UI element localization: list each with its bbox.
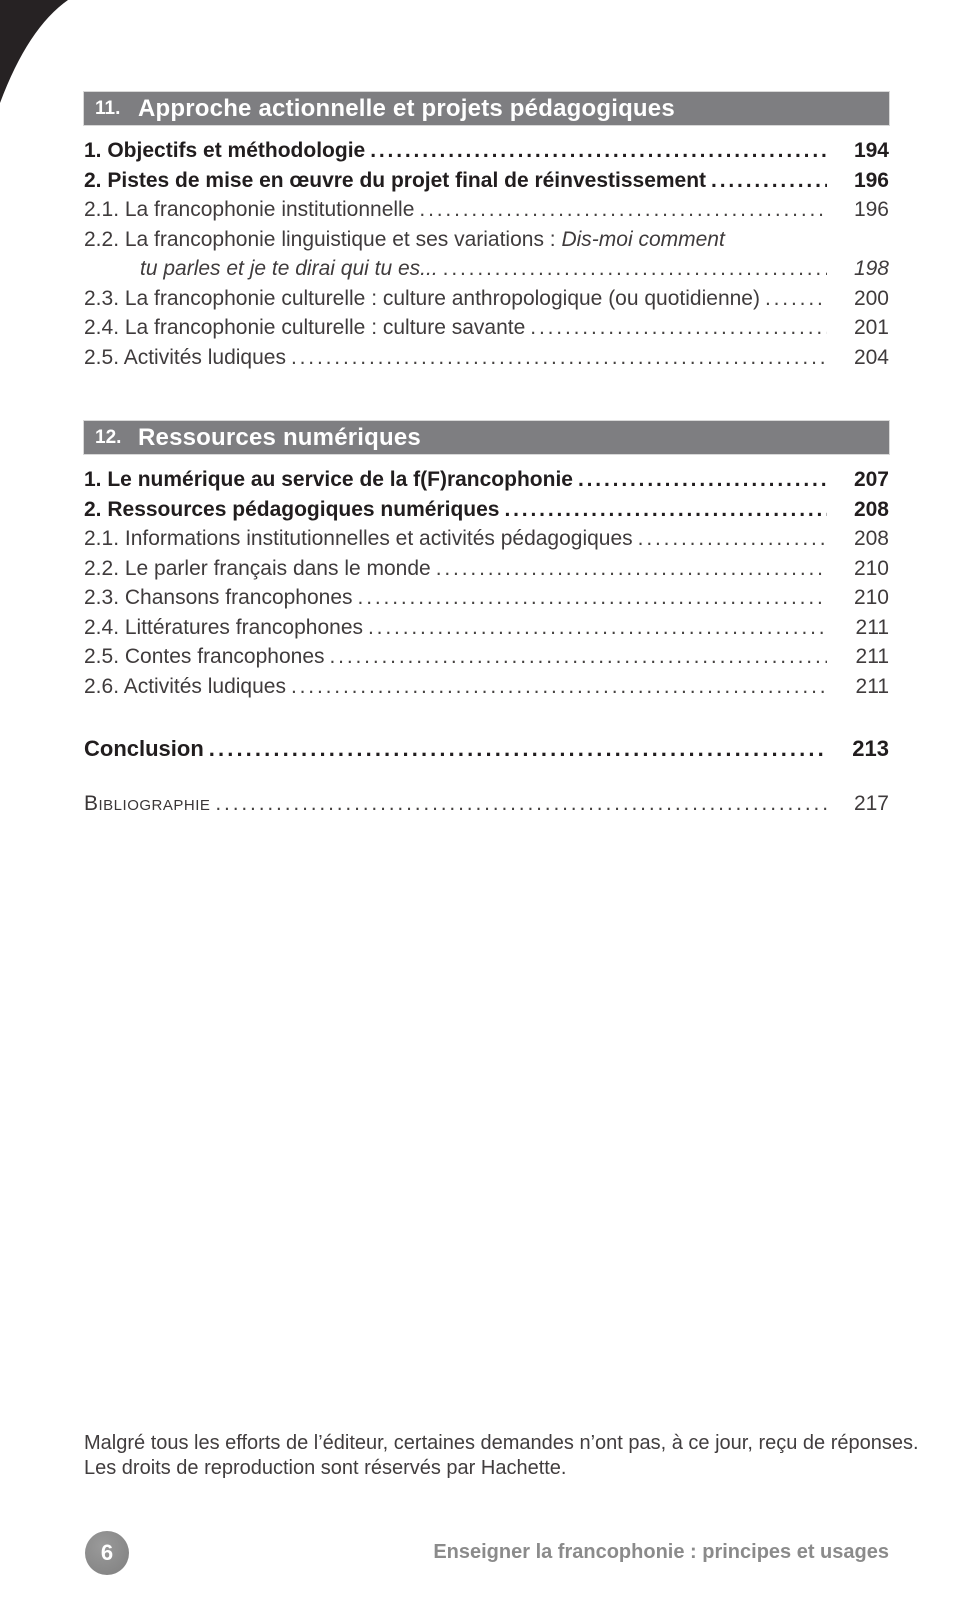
editor-note-line2: Les droits de reproduction sont réservés par Hachette. (84, 1456, 567, 1479)
toc-entry-page: 208 (853, 527, 889, 550)
dotted-leader (291, 343, 827, 373)
toc-entry-label-italic: Dis-moi comment (561, 227, 725, 251)
toc-entry-label-italic: tu parles et je te dirai qui tu es... (140, 257, 438, 280)
bibliography-label: Bibliographie (84, 792, 211, 815)
toc-row (84, 166, 889, 196)
conclusion-label: Conclusion (84, 736, 204, 761)
toc-row (84, 343, 889, 373)
toc-entry-page: 211 (855, 645, 889, 668)
toc-row (84, 583, 889, 613)
toc-entry-page: 200 (853, 286, 889, 310)
dotted-leader (368, 613, 827, 643)
editor-note (84, 1431, 944, 1480)
conclusion-row (84, 734, 889, 764)
toc-list-11 (84, 136, 889, 372)
toc-entry-label: 2.3. Chansons francophones (84, 586, 353, 609)
toc-entry-label: 2.2. Le parler français dans le monde (84, 556, 431, 580)
toc-entry-page: 198 (853, 257, 889, 280)
toc-row (84, 313, 889, 343)
dotted-leader (419, 195, 827, 225)
toc-row (84, 672, 889, 702)
toc-entry-label: 2. Pistes de mise en œuvre du projet final de réinvestissement (84, 168, 707, 192)
page-number-badge: 6 (85, 1531, 129, 1575)
dotted-leader (291, 672, 827, 702)
toc-row (84, 642, 889, 672)
toc-entry-page: 210 (853, 586, 889, 609)
toc-row (84, 524, 889, 554)
dotted-leader (370, 136, 827, 166)
dotted-leader (443, 254, 827, 284)
toc-entry-label: 2.1. Informations institutionnelles et activités pédagogiques (84, 527, 633, 550)
section-number: 11. (95, 97, 121, 119)
toc-entry-page: 207 (853, 468, 889, 491)
toc-entry-label: 2.1. La francophonie institutionnelle (84, 198, 415, 221)
section-header-12 (84, 421, 889, 454)
section-number: 12. (95, 426, 122, 448)
toc-row (84, 613, 889, 643)
toc-entry-label: 1. Objectifs et méthodologie (84, 139, 366, 162)
dotted-leader (358, 583, 827, 613)
toc-entry-label: 2.5. Activités ludiques (84, 345, 286, 369)
toc-entry-page: 196 (853, 198, 889, 221)
dotted-leader (504, 495, 827, 525)
conclusion-page: 213 (852, 736, 889, 761)
section-header-11 (84, 92, 889, 125)
toc-entry-label: 2.5. Contes francophones (84, 645, 325, 668)
toc-entry-page: 194 (853, 139, 889, 162)
toc-entry-label: 2.4. La francophonie culturelle : culture savante (84, 316, 526, 339)
dotted-leader (578, 465, 827, 495)
toc-entry-page: 211 (855, 674, 889, 698)
toc-row (84, 554, 889, 584)
section-title: Approche actionnelle et projets pédagogiques (138, 94, 675, 122)
toc-list-12 (84, 465, 889, 701)
editor-note-line1: Malgré tous les efforts de l’éditeur, certaines demandes n’ont pas, à ce jour, reçu de réponses. (84, 1432, 919, 1454)
dotted-leader (530, 313, 827, 343)
toc-row (84, 465, 889, 495)
toc-entry-page: 204 (853, 345, 889, 369)
toc-entry-label: 1. Le numérique au service de la f(F)rancophonie (84, 468, 573, 491)
toc-entry-label: 2.2. La francophonie linguistique et ses variations : Dis-moi comment (84, 227, 725, 251)
dotted-leader (330, 642, 828, 672)
dotted-leader (436, 554, 827, 584)
running-footer-title: Enseigner la francophonie : principes et usages (433, 1541, 889, 1563)
dotted-leader (711, 166, 827, 196)
toc-entry-page: 211 (855, 615, 889, 639)
bibliography-row (84, 789, 889, 819)
toc-entry-page: 201 (853, 316, 889, 339)
bibliography-page: 217 (853, 792, 889, 815)
dotted-leader (638, 524, 827, 554)
toc-row (84, 225, 889, 255)
toc-entry-label: 2.6. Activités ludiques (84, 674, 286, 698)
toc-entry-label: 2. Ressources pédagogiques numériques (84, 497, 500, 521)
toc-entry-page: 196 (853, 168, 889, 192)
toc-row (84, 136, 889, 166)
dotted-leader (209, 734, 827, 764)
toc-row (84, 284, 889, 314)
toc-row (84, 195, 889, 225)
dotted-leader (215, 789, 827, 819)
dotted-leader (765, 284, 827, 314)
toc-entry-page: 208 (853, 497, 889, 521)
page-corner-decoration (0, 0, 70, 106)
toc-row (84, 495, 889, 525)
toc-entry-page: 210 (853, 556, 889, 580)
toc-content (84, 0, 889, 819)
section-title: Ressources numériques (138, 423, 421, 451)
toc-entry-label: 2.3. La francophonie culturelle : culture anthropologique (ou quotidienne) (84, 286, 760, 310)
toc-entry-label: 2.4. Littératures francophones (84, 615, 364, 639)
toc-entry-label (84, 254, 438, 284)
toc-row (84, 254, 889, 284)
